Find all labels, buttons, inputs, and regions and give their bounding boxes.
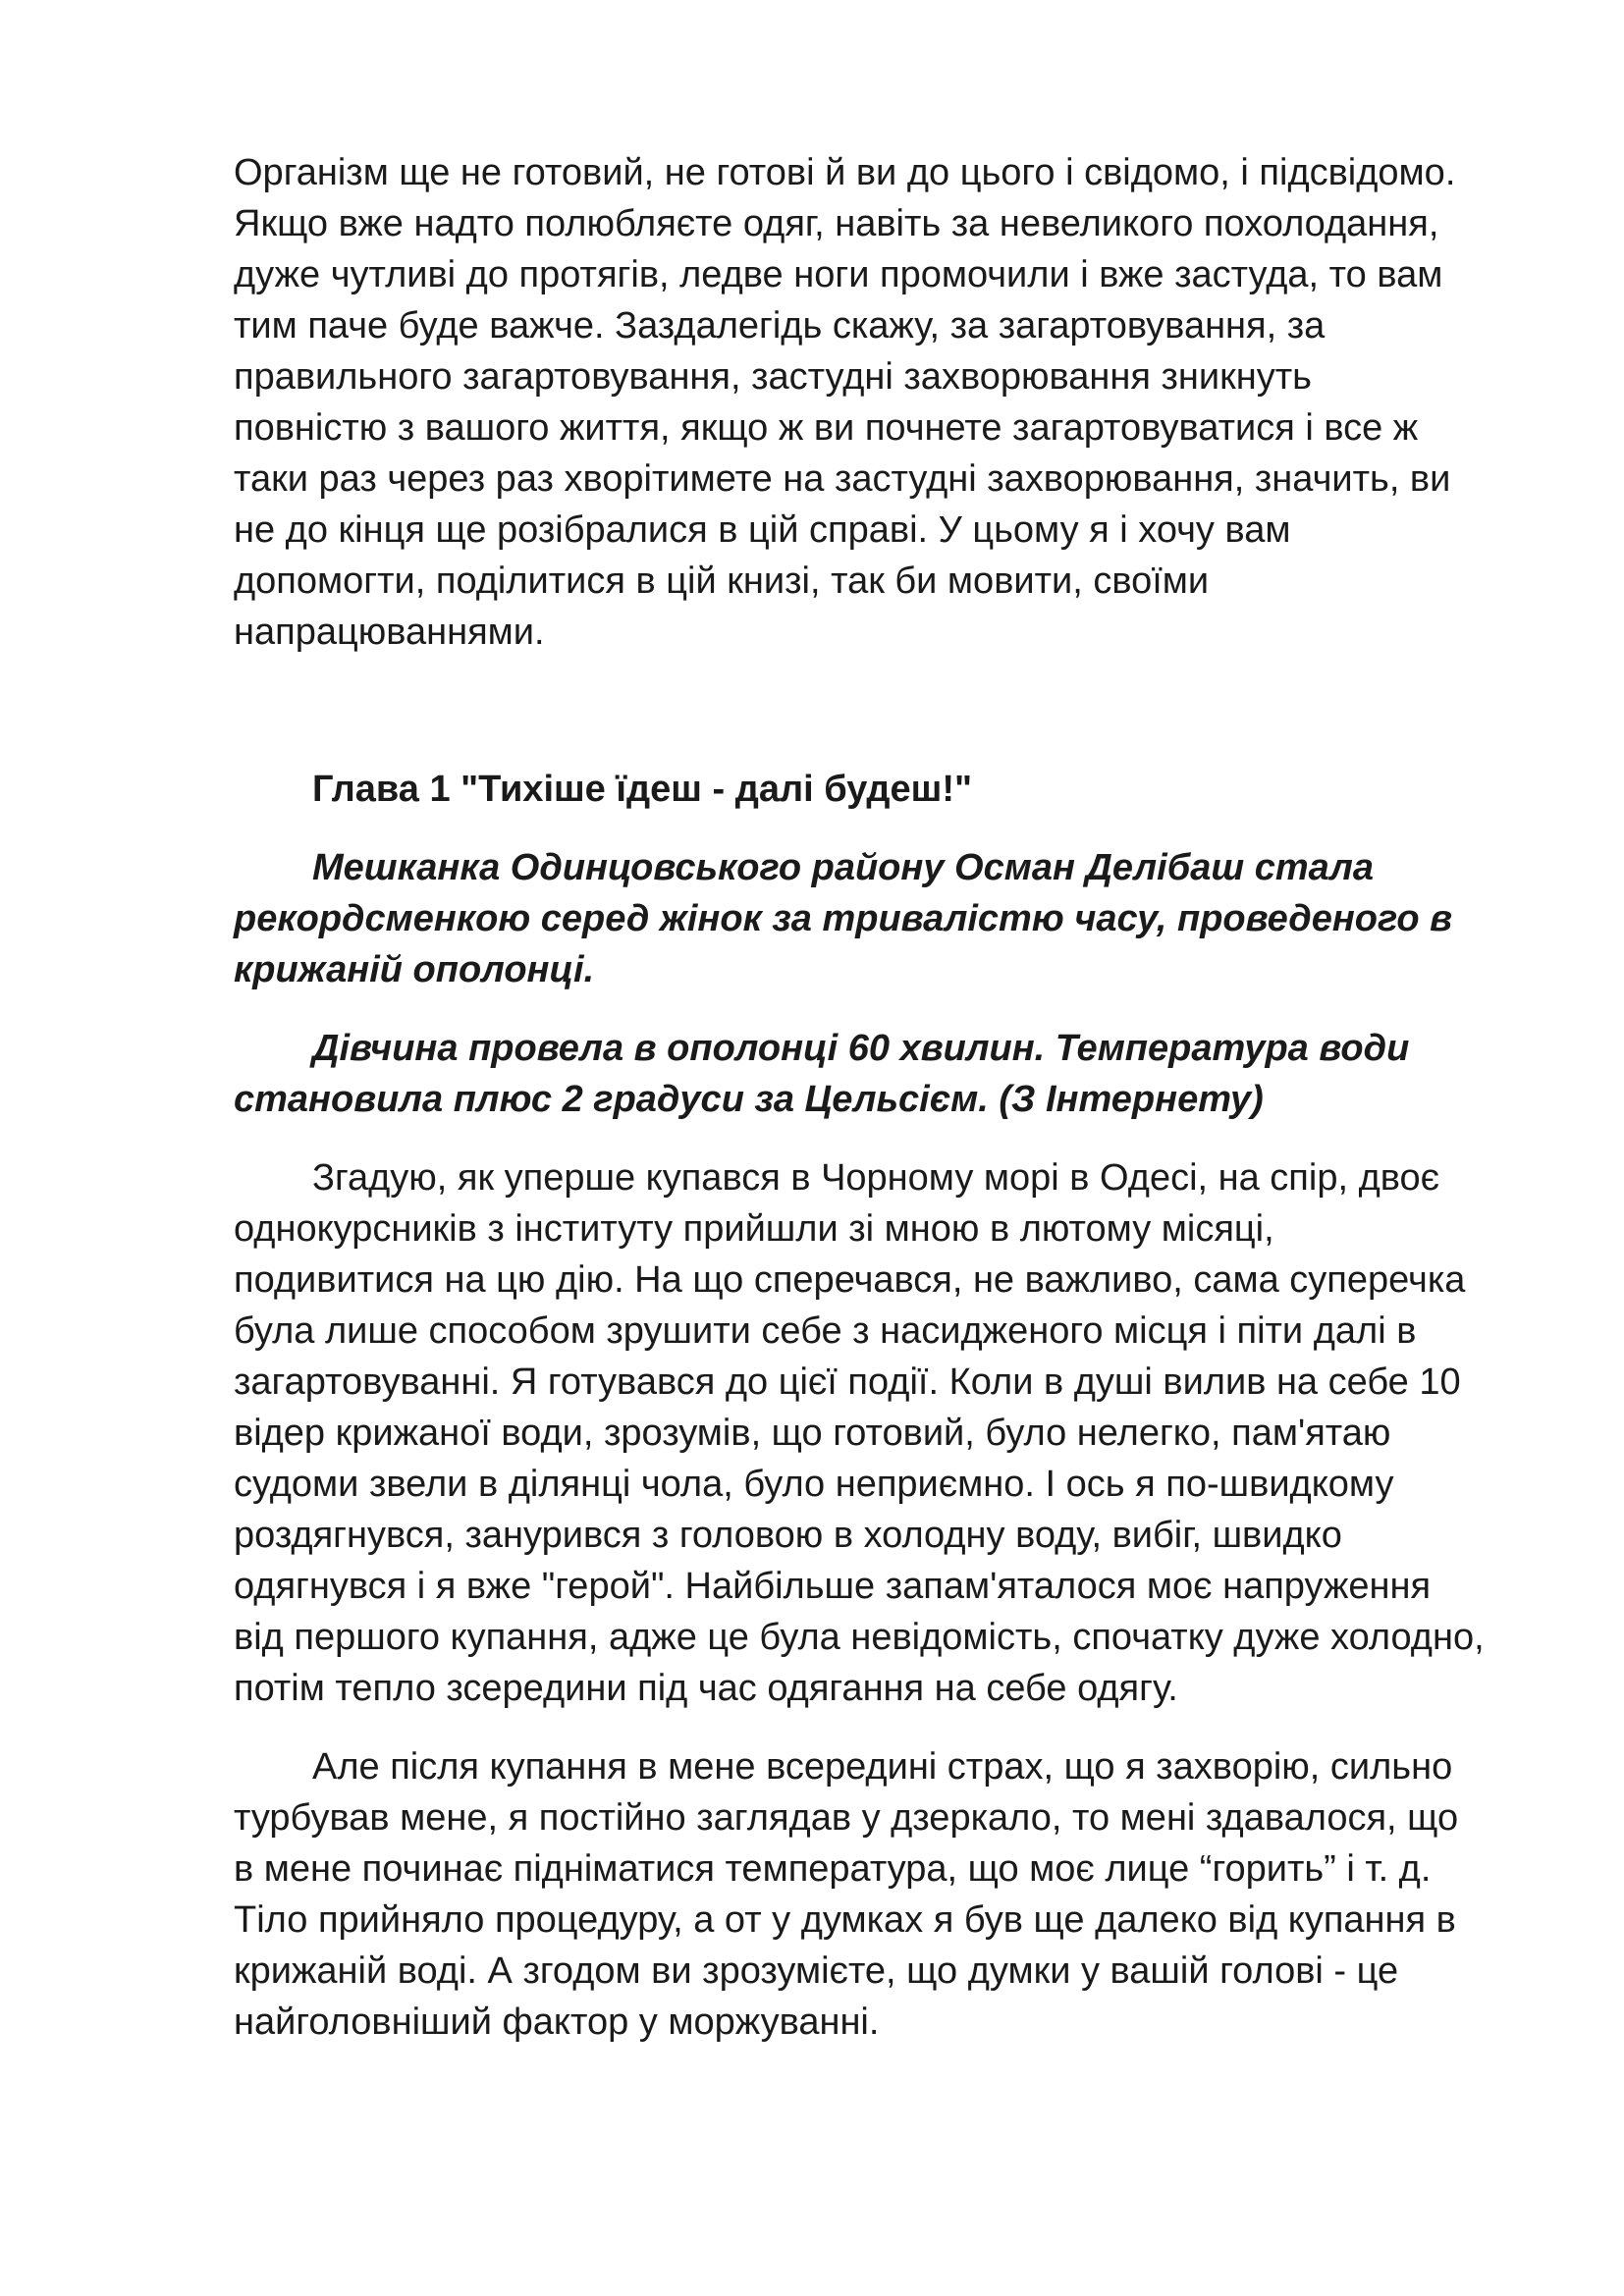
chapter-heading-text: Глава 1 "Тихіше їдеш - далі будеш!" (312, 769, 973, 810)
body-paragraph-1 (234, 1152, 1530, 1714)
text-line: потім тепло зсередини під час одягання на себе одягу. (234, 1668, 1178, 1709)
text-line: загартовуванні. Я готувався до цієї події. Коли в душі вилив на себе 10 (234, 1362, 1461, 1403)
text-line: повністю з вашого життя, якщо ж ви почнете загартовуватися і все ж (234, 407, 1419, 449)
quote-line: становила плюс 2 градуси за Цельсієм. (З Інтернету) (234, 1079, 1264, 1120)
text-line: Згадую, як уперше купався в Чорному морі в Одесі, на спір, двоє (312, 1157, 1440, 1199)
text-line: Якщо вже надто полюбляєте одяг, навіть за невеликого похолодання, (234, 203, 1439, 244)
text-line: дуже чутливі до протягів, ледве ноги промочили і вже застуда, то вам (234, 254, 1443, 295)
text-line: роздягнувся, занурився з головою в холодну воду, вибіг, швидко (234, 1515, 1342, 1556)
text-line: була лише способом зрушити себе з насидженого місця і піти далі в (234, 1310, 1417, 1352)
text-line: крижаній воді. А згодом ви зрозумієте, що думки у вашій голові - це (234, 1950, 1399, 1992)
quote-line: Дівчина провела в ополонці 60 хвилин. Температура води (312, 1028, 1410, 1069)
quote-line: рекордсменкою серед жінок за тривалістю часу, проведеного в (234, 898, 1453, 939)
document-page (234, 147, 1530, 2048)
quote-line: Мешканка Одинцовського району Осман Делібаш стала (312, 847, 1374, 888)
text-line: в мене починає підніматися температура, що моє лице “горить” і т. д. (234, 1848, 1432, 1890)
text-line: Організм ще не готовий, не готові й ви до цього і свідомо, і підсвідомо. (234, 152, 1456, 193)
text-line: тим паче буде важче. Заздалегідь скажу, за загартовування, за (234, 305, 1326, 347)
text-line: не до кінця ще розібралися в цій справі. У цьому я і хочу вам (234, 509, 1291, 551)
text-line: правильного загартовування, застудні захворювання зникнуть (234, 356, 1312, 398)
text-line: Тіло прийняло процедуру, а от у думках я був ще далеко від купання в (234, 1899, 1456, 1941)
text-line: найголовніший фактор у моржуванні. (234, 2002, 880, 2043)
text-line: допомогти, поділитися в цій книзі, так би мовити, своїми (234, 561, 1210, 602)
text-line: однокурсників з інституту прийшли зі мною в лютому місяці, (234, 1208, 1274, 1250)
text-line: напрацюваннями. (234, 612, 545, 653)
quote-line: крижаній ополонці. (234, 949, 595, 990)
text-line: відер крижаної води, зрозумів, що готовий, було нелегко, пам'ятаю (234, 1413, 1391, 1454)
epigraph-quote-2 (234, 1023, 1530, 1125)
text-line: одягнувся і я вже "герой". Найбільше запам'яталося моє напруження (234, 1566, 1432, 1607)
chapter-heading (234, 764, 1530, 815)
text-line: подивитися на цю дію. На що сперечався, не важливо, сама суперечка (234, 1259, 1466, 1301)
text-line: турбував мене, я постійно заглядав у дзеркало, то мені здавалося, що (234, 1797, 1459, 1839)
text-line: від першого купання, адже це була невідомість, спочатку дуже холодно, (234, 1617, 1485, 1658)
intro-paragraph (234, 147, 1530, 658)
text-line: таки раз через раз хворітимете на застудні захворювання, значить, ви (234, 458, 1451, 500)
body-paragraph-2 (234, 1741, 1530, 2048)
text-line: Але після купання в мене всередині страх, що я захворію, сильно (312, 1746, 1453, 1788)
epigraph-quote-1 (234, 842, 1530, 995)
text-line: судоми звели в ділянці чола, було неприємно. І ось я по-швидкому (234, 1464, 1394, 1505)
